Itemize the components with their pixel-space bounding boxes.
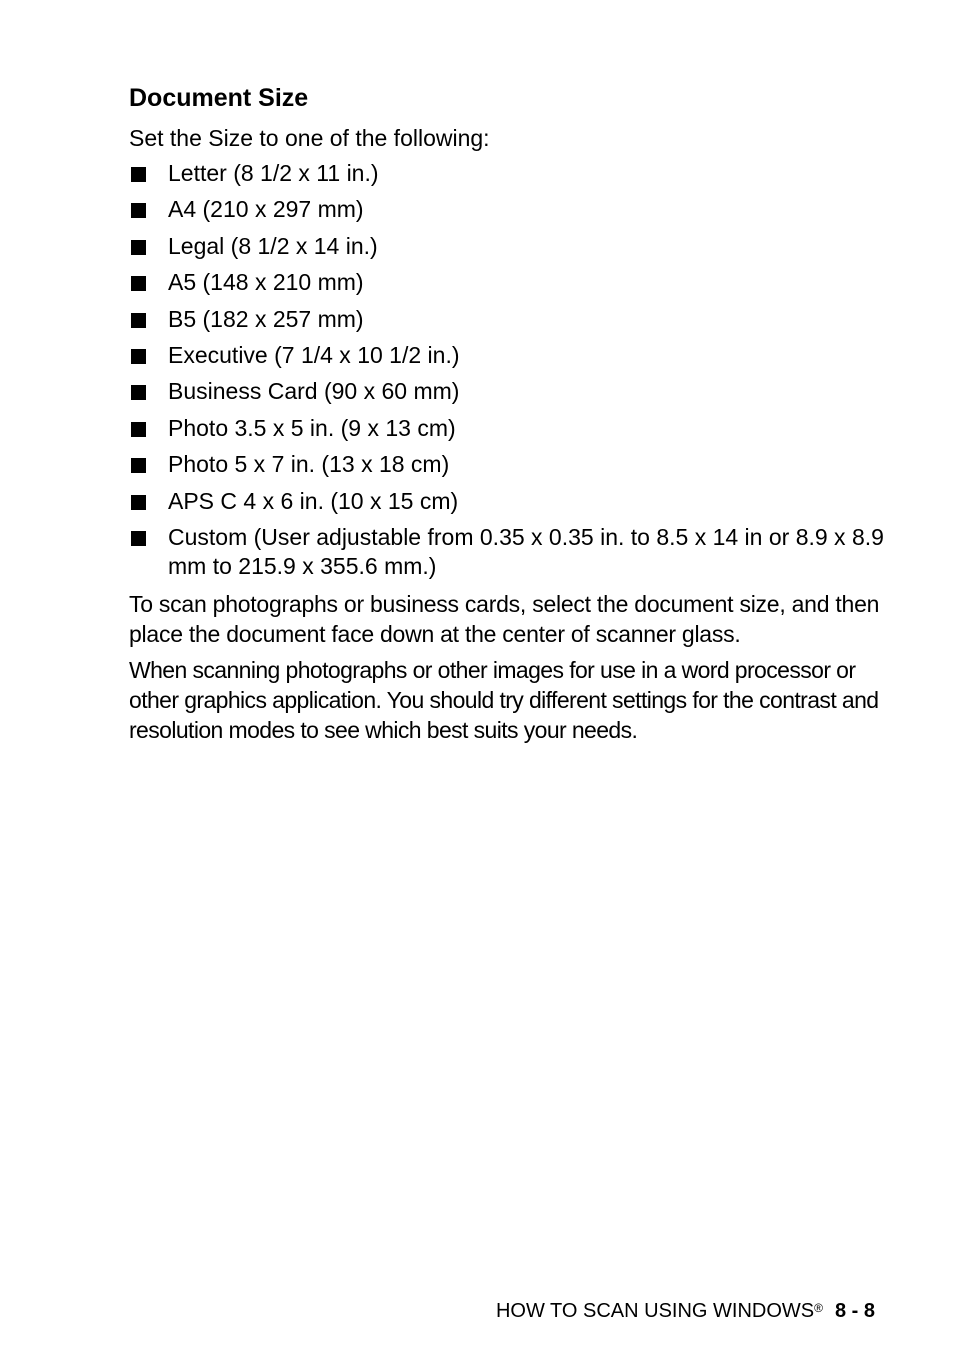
square-bullet-icon <box>131 276 146 291</box>
list-item-text: B5 (182 x 257 mm) <box>168 305 364 332</box>
list-item <box>129 341 889 370</box>
document-size-list <box>129 159 889 588</box>
list-item <box>129 232 889 261</box>
square-bullet-icon <box>131 531 146 546</box>
list-item-text: A5 (148 x 210 mm) <box>168 269 364 296</box>
page-footer <box>496 1298 875 1324</box>
section-heading: Document Size <box>129 84 309 112</box>
list-item-text: Letter (8 1/2 x 11 in.) <box>168 160 379 186</box>
footer-section-title: HOW TO SCAN USING WINDOWS <box>495 1300 815 1322</box>
list-item <box>129 414 889 443</box>
list-item-text: Custom (User adjustable from 0.35 x 0.35 in. to 8.5 x 14 in or 8.9 x 8.9 mm to 215.9 x 355.6 mm.) <box>168 523 884 579</box>
list-item <box>129 487 889 516</box>
list-item <box>129 377 889 406</box>
list-item-text: Executive (7 1/4 x 10 1/2 in.) <box>168 341 460 368</box>
square-bullet-icon <box>131 385 146 400</box>
square-bullet-icon <box>131 458 146 473</box>
list-item-text: A4 (210 x 297 mm) <box>168 196 364 223</box>
intro-text: Set the Size to one of the following: <box>129 125 490 151</box>
body-paragraph: To scan photographs or business cards, select the document size, and then place the document face down at the center of scanner glass. <box>129 591 880 647</box>
square-bullet-icon <box>131 167 146 182</box>
body-paragraph: When scanning photographs or other images for use in a word processor or other graphics application. You should try different settings for the contrast and resolution modes to see which best suits your needs. <box>129 657 879 743</box>
list-item-text: Business Card (90 x 60 mm) <box>168 378 460 405</box>
square-bullet-icon <box>131 349 146 364</box>
list-item <box>129 305 889 334</box>
list-item-text: Legal (8 1/2 x 14 in.) <box>168 232 378 259</box>
list-item <box>129 450 889 479</box>
list-item <box>129 523 889 581</box>
square-bullet-icon <box>131 422 146 437</box>
list-item-text: Photo 3.5 x 5 in. (9 x 13 cm) <box>168 414 456 441</box>
list-item <box>129 268 889 297</box>
square-bullet-icon <box>131 203 146 218</box>
page-number: 8 - 8 <box>834 1300 875 1322</box>
list-item-text: Photo 5 x 7 in. (13 x 18 cm) <box>168 451 450 478</box>
square-bullet-icon <box>131 313 146 328</box>
list-item <box>129 195 889 224</box>
square-bullet-icon <box>131 240 146 255</box>
square-bullet-icon <box>131 495 146 510</box>
list-item-text: APS C 4 x 6 in. (10 x 15 cm) <box>168 487 459 514</box>
registered-trademark-mark: ® <box>814 1301 823 1315</box>
list-item <box>129 159 889 188</box>
